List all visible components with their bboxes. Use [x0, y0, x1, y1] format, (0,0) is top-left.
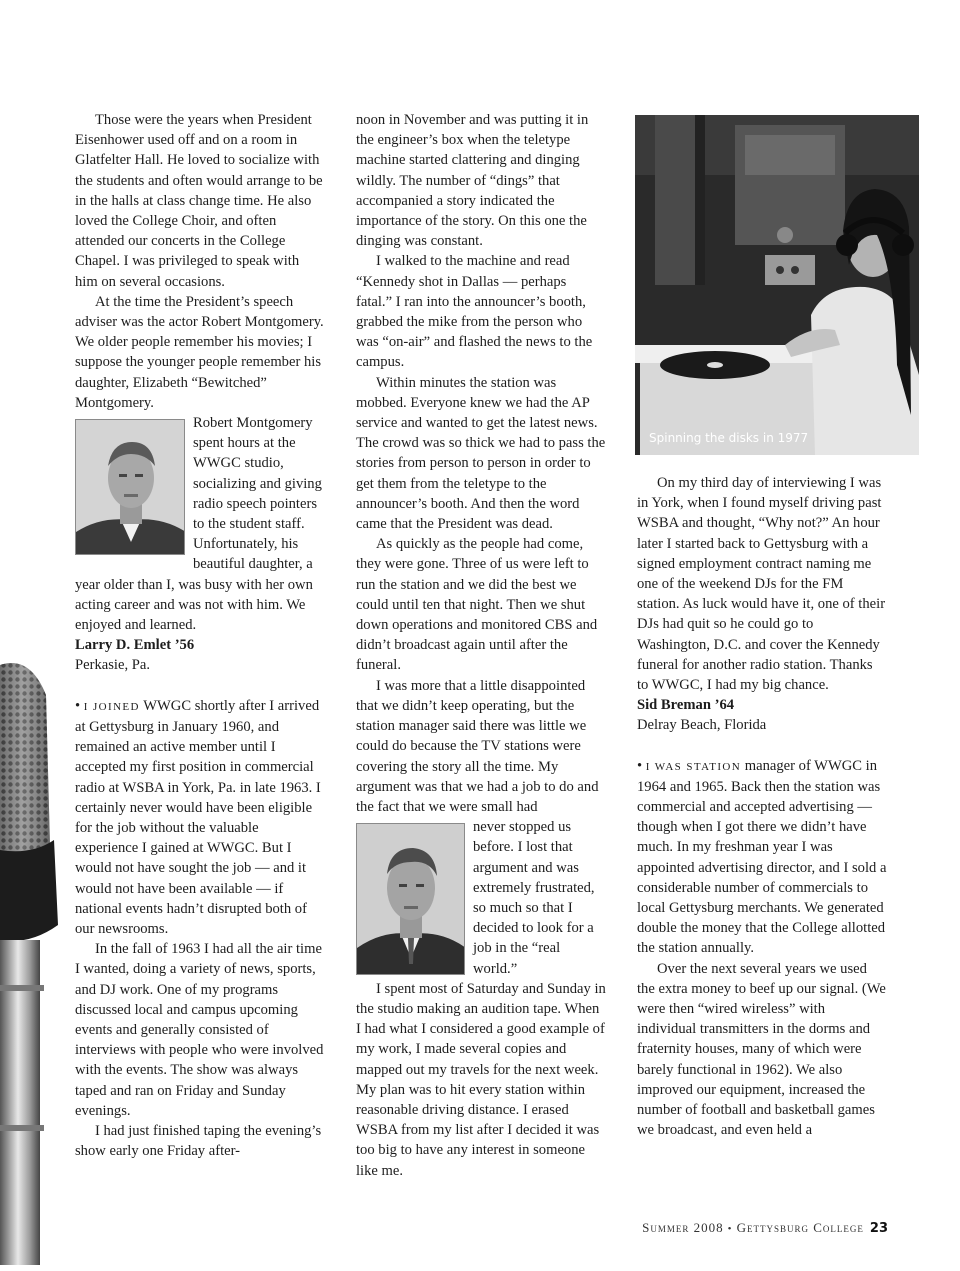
- author-name: Larry D. Emlet ’56: [75, 637, 195, 654]
- bullet: •: [75, 697, 84, 714]
- studio-photo: [635, 115, 919, 455]
- footer-separator: •: [723, 1223, 737, 1235]
- text-column-3: [637, 473, 887, 1141]
- author-name: Sid Breman ’64: [637, 697, 735, 714]
- paragraph: Over the next several years we used the extra money to beef up our signal. (We were then “wired wireless” with individual transmitters in the dorms and fraternity houses, many of which were barely functional in 1962). We also improved our equipment, increased the number of football and basketball games we broadcast, and even held a: [637, 960, 886, 1139]
- microphone-illustration: [0, 655, 62, 1265]
- paragraph: At the time the President’s speech adviser was the actor Robert Montgomery. We older people remember his movies; I suppose the younger people remember his daughter, Elizabeth “Bewitched” Montgomery.: [75, 293, 324, 411]
- paragraph: • I WAS STATION manager of WWGC in 1964 and 1965. Back then the station was commercial and accepted advertising — though when I got there we didn’t have much. In my freshman year I was appointed advertising director, and I sold a considerable number of commercials to local Gettysburg merchants. We generated double the money that the College allotted the station annually.: [637, 757, 887, 957]
- paragraph: I spent most of Saturday and Sunday in the studio making an audition tape. When I had what I considered a good example of my work, I made several copies and mapped out my travels for the next week. My plan was to hit every station within reasonable driving distance. I erased WSBA from my list after I decided it was too big to have any interest in someone like me.: [356, 980, 606, 1179]
- paragraph: Those were the years when President Eisenhower used off and on a room in Glatfelter Hall. He loved to socialize with the students and often would arrange to be in the halls at class change time. He also loved the College Choir, and often attended our concerts in the College Chapel. I was privileged to speak with him on several occasions.: [75, 112, 323, 290]
- lead-in: I WAS STATION: [645, 760, 742, 773]
- photo-caption: Spinning the disks in 1977: [649, 431, 809, 445]
- author-location: Delray Beach, Florida: [637, 717, 767, 734]
- bullet: •: [637, 757, 646, 774]
- paragraph: In the fall of 1963 I had all the air time I wanted, doing a variety of news, sports, and DJ work. One of my programs discussed local and campus upcoming events and generally consisted of interviews with people who were involved with the events. The show was always taped and ran on Friday and Sunday evenings.: [75, 941, 324, 1119]
- paragraph: I was more that a little disappointed that we didn’t keep operating, but the station manager said there was little we could do because the TV stations were covering the story all the time. My argument was that we had a job to do and the fact that we were small had: [356, 677, 599, 815]
- paragraph: Within minutes the station was mobbed. Everyone knew we had the AP service and wanted to get the latest news. The crowd was so thick we had to pass the stories from person to person in order to get them from the teletype to the announcer’s booth. And then the word came that the President was dead.: [356, 374, 606, 533]
- paragraph: On my third day of interviewing I was in York, when I found myself driving past WSBA and thought, “Why not?” An hour later I started back to Gettysburg with a signed employment contract naming me one of the weekend DJs for the FM station. As luck would have it, one of their DJs had quit so he could go to Washington, D.C. and cover the Kennedy funeral for another radio station. Thanks to WWGC, I had my big chance.: [637, 475, 886, 694]
- footer-publication: Gettysburg College: [736, 1220, 864, 1235]
- portrait-photo-breman: [356, 823, 465, 975]
- portrait-photo-emlet: [75, 419, 185, 555]
- lead-in: I JOINED: [83, 700, 140, 713]
- paragraph: As quickly as the people had come, they were gone. Three of us were left to run the station and we did the best we could until ten that night. Then we shut down operations and monitored CBS and didn’t broadcast again until after the funeral.: [356, 536, 598, 674]
- page-number: 23: [869, 1221, 888, 1236]
- paragraph: • I JOINED WWGC shortly after I arrived at Gettysburg in January 1960, and remained an active member until I accepted my first position in commercial radio at WSBA in York, Pa. in late 1963. I certainly never would have been eligible for the job without the valuable experience I gained at WWGC. But I would not have sought the job — and it would not have been available — if national events hadn’t disrupted both of our newsrooms.: [75, 697, 321, 937]
- text-column-2: [356, 110, 606, 1181]
- author-location: Perkasie, Pa.: [75, 657, 150, 674]
- paragraph: I had just finished taping the evening’s show early one Friday after-: [75, 1122, 322, 1160]
- paragraph: never stopped us before. I lost that argument and was extremely frustrated, so much so that I decided to look for a job in the “real world.”: [473, 819, 595, 977]
- paragraph: I walked to the machine and read “Kennedy shot in Dallas — perhaps fatal.” I ran into the announcer’s booth, grabbed the mike from the person who was “on-air” and flashed the news to the campus.: [356, 253, 593, 371]
- page-footer: [642, 1218, 888, 1239]
- paragraph: noon in November and was putting it in the engineer’s box when the teletype machine started clattering and dinging wildly. The number of “dings” that accompanied a story indicated the importance of the story. On this one the dinging was constant.: [356, 112, 589, 250]
- text-column-1: [75, 110, 325, 1161]
- paragraph: Robert Montgomery spent hours at the WWGC studio, socializing and giving radio speech pointers to the student staff. Unfortunately, his beautiful daughter, a year older than I, was busy with her own acting career and was not with him. We enjoyed and learned.: [75, 415, 322, 634]
- footer-issue: Summer 2008: [642, 1220, 724, 1235]
